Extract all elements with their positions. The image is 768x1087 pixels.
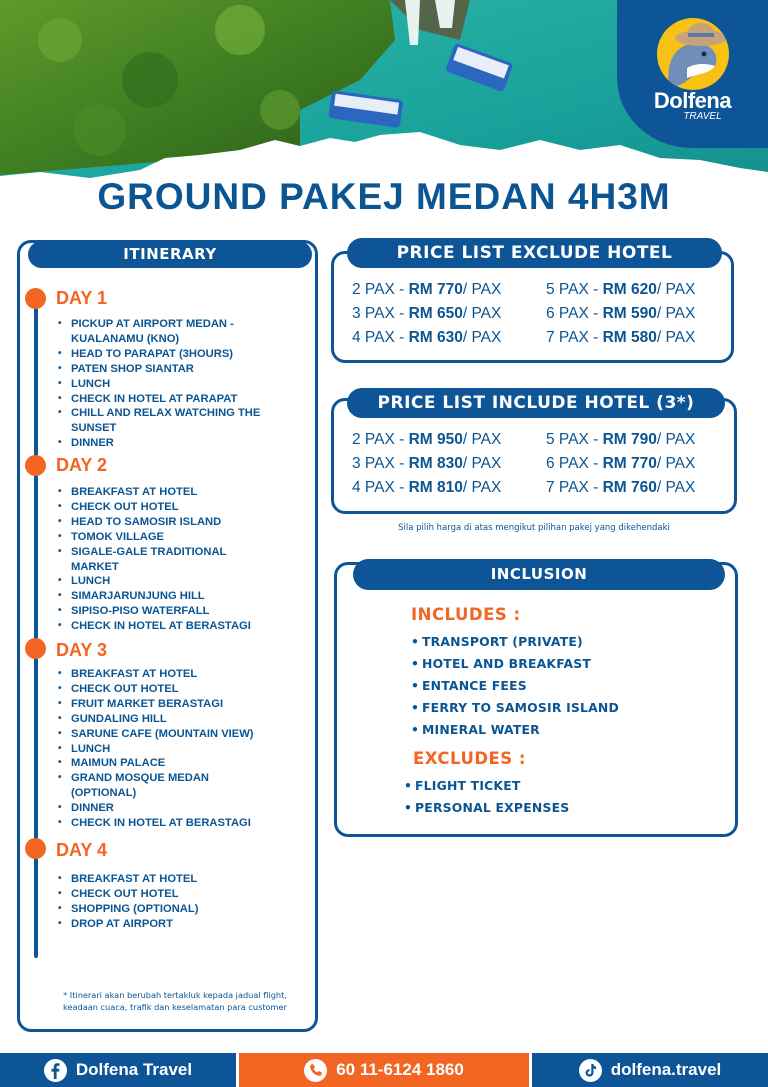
price-value: RM 580 (602, 329, 657, 346)
price-exclude-heading: PRICE LIST EXCLUDE HOTEL (347, 238, 722, 268)
phone-link[interactable] (239, 1053, 529, 1087)
includes-label: INCLUDES : (411, 605, 521, 624)
price-value: RM 770 (408, 281, 463, 298)
day-4-label: DAY 4 (56, 840, 108, 860)
price-include-panel (331, 393, 737, 514)
day-3-list (57, 667, 254, 831)
list-item: • PERSONAL EXPENSES (404, 797, 569, 819)
list-item: • DROP AT AIRPORT (57, 917, 198, 932)
list-item: • PICKUP AT AIRPORT MEDAN - (57, 317, 260, 332)
price-unit: / PAX (656, 431, 696, 448)
day-1-marker (25, 288, 46, 309)
price-note: Sila pilih harga di atas mengikut pilihan pakej yang dikehendaki (398, 523, 670, 533)
price-exclude-grid (352, 280, 740, 347)
inclusion-panel (334, 562, 738, 837)
list-item: • GRAND MOSQUE MEDAN (57, 771, 254, 786)
price-unit: / PAX (656, 329, 696, 346)
timeline-line (34, 298, 38, 958)
contact-footer (0, 1053, 768, 1087)
list-item: • HEAD TO PARAPAT (3HOURS) (57, 347, 260, 362)
price-value: RM 630 (408, 329, 463, 346)
phone-label: 60 11-6124 1860 (336, 1060, 464, 1079)
price-unit: / PAX (462, 455, 502, 472)
price-unit: / PAX (656, 455, 696, 472)
excludes-list (404, 775, 569, 819)
pax-count: 7 PAX - (546, 479, 603, 496)
price-value: RM 790 (602, 431, 657, 448)
price-value: RM 770 (602, 455, 657, 472)
pax-count: 3 PAX - (352, 305, 409, 322)
list-item: • CHECK OUT HOTEL (57, 887, 198, 902)
list-item: • SARUNE CAFE (MOUNTAIN VIEW) (57, 727, 254, 742)
pax-count: 2 PAX - (352, 281, 409, 298)
list-item: • GUNDALING HILL (57, 712, 254, 727)
price-row (546, 454, 740, 473)
list-item: • FLIGHT TICKET (404, 775, 569, 797)
disclaimer-line-1: * Itinerari akan berubah tertakluk kepada jadual flight, (63, 990, 287, 1000)
pax-count: 4 PAX - (352, 329, 409, 346)
list-item: • CHECK OUT HOTEL (57, 682, 254, 697)
list-item: • CHECK IN HOTEL AT PARAPAT (57, 392, 260, 407)
list-item: • HEAD TO SAMOSIR ISLAND (57, 515, 251, 530)
pax-count: 5 PAX - (546, 431, 603, 448)
price-unit: / PAX (656, 281, 696, 298)
price-row (352, 280, 546, 299)
price-value: RM 590 (602, 305, 657, 322)
list-item: • BREAKFAST AT HOTEL (57, 485, 251, 500)
list-item: • SIPISO-PISO WATERFALL (57, 604, 251, 619)
phone-icon (304, 1059, 327, 1082)
facebook-icon (44, 1059, 67, 1082)
list-item: • CHECK IN HOTEL AT BERASTAGI (57, 619, 251, 634)
list-item: • BREAKFAST AT HOTEL (57, 667, 254, 682)
price-value: RM 760 (602, 479, 657, 496)
pax-count: 4 PAX - (352, 479, 409, 496)
price-row (352, 304, 546, 323)
excludes-label: EXCLUDES : (413, 749, 527, 768)
day-4-list (57, 872, 198, 932)
price-row (352, 430, 546, 449)
itinerary-disclaimer (40, 989, 310, 1013)
list-item: (OPTIONAL) (71, 787, 137, 800)
price-unit: / PAX (656, 479, 696, 496)
list-item: • SIMARJARUNJUNG HILL (57, 589, 251, 604)
list-item: • LUNCH (57, 742, 254, 757)
dolphin-mascot-icon (657, 18, 729, 90)
day-3-label: DAY 3 (56, 640, 108, 660)
list-item: • TOMOK VILLAGE (57, 530, 251, 545)
tiktok-icon (579, 1059, 602, 1082)
price-row (546, 304, 740, 323)
list-item: KUALANAMU (KNO) (71, 332, 180, 345)
price-unit: / PAX (462, 479, 502, 496)
list-item: • DINNER (57, 436, 260, 451)
price-row (546, 280, 740, 299)
itinerary-panel (17, 240, 318, 1032)
price-value: RM 620 (602, 281, 657, 298)
tiktok-link[interactable] (532, 1053, 768, 1087)
price-value: RM 810 (408, 479, 463, 496)
day-4-marker (25, 838, 46, 859)
facebook-link[interactable] (0, 1053, 236, 1087)
pax-count: 5 PAX - (546, 281, 603, 298)
day-1-list (57, 317, 260, 451)
logo-wordmark: Dolfena (653, 88, 732, 113)
price-value: RM 830 (408, 455, 463, 472)
day-3-marker (25, 638, 46, 659)
price-row (546, 478, 740, 497)
list-item: • CHILL AND RELAX WATCHING THE (57, 406, 260, 421)
list-item: • FERRY TO SAMOSIR ISLAND (411, 697, 619, 719)
list-item: • PATEN SHOP SIANTAR (57, 362, 260, 377)
facebook-label: Dolfena Travel (75, 1060, 193, 1079)
price-unit: / PAX (462, 305, 502, 322)
day-1-label: DAY 1 (56, 288, 108, 308)
price-value: RM 650 (408, 305, 463, 322)
pax-count: 3 PAX - (352, 455, 409, 472)
price-value: RM 950 (408, 431, 463, 448)
list-item: • DINNER (57, 801, 254, 816)
list-item: • SIGALE-GALE TRADITIONAL (57, 545, 251, 560)
itinerary-heading: ITINERARY (28, 241, 312, 268)
price-exclude-panel (331, 243, 734, 363)
pax-count: 2 PAX - (352, 431, 409, 448)
price-unit: / PAX (462, 329, 502, 346)
list-item: MARKET (71, 560, 119, 573)
price-row (352, 328, 546, 347)
list-item: • LUNCH (57, 574, 251, 589)
logo-subtitle: TRAVEL (683, 111, 722, 122)
price-unit: / PAX (462, 281, 502, 298)
list-item: • CHECK IN HOTEL AT BERASTAGI (57, 816, 254, 831)
disclaimer-line-2: keadaan cuaca, trafik dan keselamatan para customer (63, 1002, 287, 1012)
list-item: SUNSET (71, 422, 117, 435)
page-title: GROUND PAKEJ MEDAN 4H3M (97, 176, 671, 217)
list-item: • ENTANCE FEES (411, 675, 619, 697)
hero-banner (0, 0, 768, 200)
price-unit: / PAX (462, 431, 502, 448)
price-row (352, 478, 546, 497)
price-row (546, 430, 740, 449)
list-item: • LUNCH (57, 377, 260, 392)
list-item: • SHOPPING (OPTIONAL) (57, 902, 198, 917)
day-2-label: DAY 2 (56, 455, 108, 475)
list-item: • HOTEL AND BREAKFAST (411, 653, 619, 675)
tiktok-label: dolfena.travel (610, 1060, 722, 1079)
list-item: • MINERAL WATER (411, 719, 619, 741)
list-item: • CHECK OUT HOTEL (57, 500, 251, 515)
price-include-heading: PRICE LIST INCLUDE HOTEL (3*) (347, 388, 725, 418)
day-2-marker (25, 455, 46, 476)
includes-list (411, 631, 619, 741)
price-row (352, 454, 546, 473)
price-include-grid (352, 430, 740, 497)
inclusion-heading: INCLUSION (353, 559, 725, 590)
list-item: • FRUIT MARKET BERASTAGI (57, 697, 254, 712)
list-item: • TRANSPORT (PRIVATE) (411, 631, 619, 653)
list-item: • BREAKFAST AT HOTEL (57, 872, 198, 887)
list-item: • MAIMUN PALACE (57, 756, 254, 771)
price-unit: / PAX (656, 305, 696, 322)
logo-badge (617, 0, 768, 148)
pax-count: 7 PAX - (546, 329, 603, 346)
day-2-list (57, 485, 251, 634)
pax-count: 6 PAX - (546, 305, 603, 322)
pax-count: 6 PAX - (546, 455, 603, 472)
price-row (546, 328, 740, 347)
